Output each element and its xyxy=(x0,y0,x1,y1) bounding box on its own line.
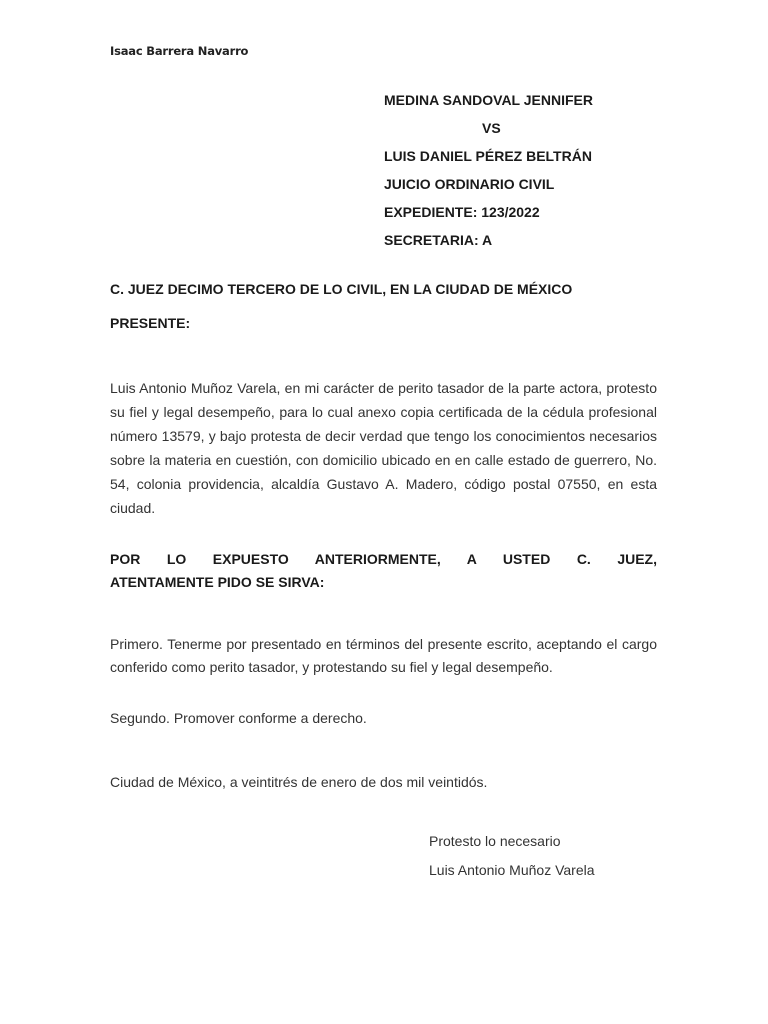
addressee-heading: C. JUEZ DECIMO TERCERO DE LO CIVIL, EN LA CIUDAD DE MÉXICO xyxy=(110,281,573,297)
file-number: EXPEDIENTE: 123/2022 xyxy=(384,204,540,220)
defendant-name: LUIS DANIEL PÉREZ BELTRÁN xyxy=(384,148,592,164)
trial-type: JUICIO ORDINARIO CIVIL xyxy=(384,176,555,192)
petition-heading xyxy=(110,548,657,594)
signature-block xyxy=(429,827,595,885)
case-caption xyxy=(384,86,593,254)
author-header: Isaac Barrera Navarro xyxy=(110,44,249,58)
body-paragraph: Luis Antonio Muñoz Varela, en mi carácter de perito tasador de la parte actora, protesto su fiel y legal desempeño, para lo cual anexo copia certificada de la cédula profesional número 13579, y bajo protesta de decir verdad que tengo los conocimientos necesarios sobre la materia en cuestión, con domicilio ubicado en en calle estado de guerrero, No. 54, colonia providencia, alcaldía Gustavo A. Madero, código postal 07550, en esta ciudad. xyxy=(110,380,657,516)
petition-point-first: Primero. Tenerme por presentado en términos del presente escrito, aceptando el cargo conferido como perito tasador, y protestando su fiel y legal desempeño. xyxy=(110,636,657,675)
petition-line-2: ATENTAMENTE PIDO SE SIRVA: xyxy=(110,574,325,590)
petition-point-second: Segundo. Promover conforme a derecho. xyxy=(110,710,367,726)
plaintiff-name: MEDINA SANDOVAL JENNIFER xyxy=(384,92,593,108)
greeting: PRESENTE: xyxy=(110,315,191,331)
closing-formula: Protesto lo necesario xyxy=(429,833,561,849)
versus-label: VS xyxy=(482,120,501,136)
place-and-date: Ciudad de México, a veintitrés de enero de dos mil veintidós. xyxy=(110,774,488,790)
signatory-name: Luis Antonio Muñoz Varela xyxy=(429,862,595,878)
secretariat: SECRETARIA: A xyxy=(384,232,493,248)
petition-line-1: POR LO EXPUESTO ANTERIORMENTE, A USTED C. JUEZ, xyxy=(110,551,657,567)
